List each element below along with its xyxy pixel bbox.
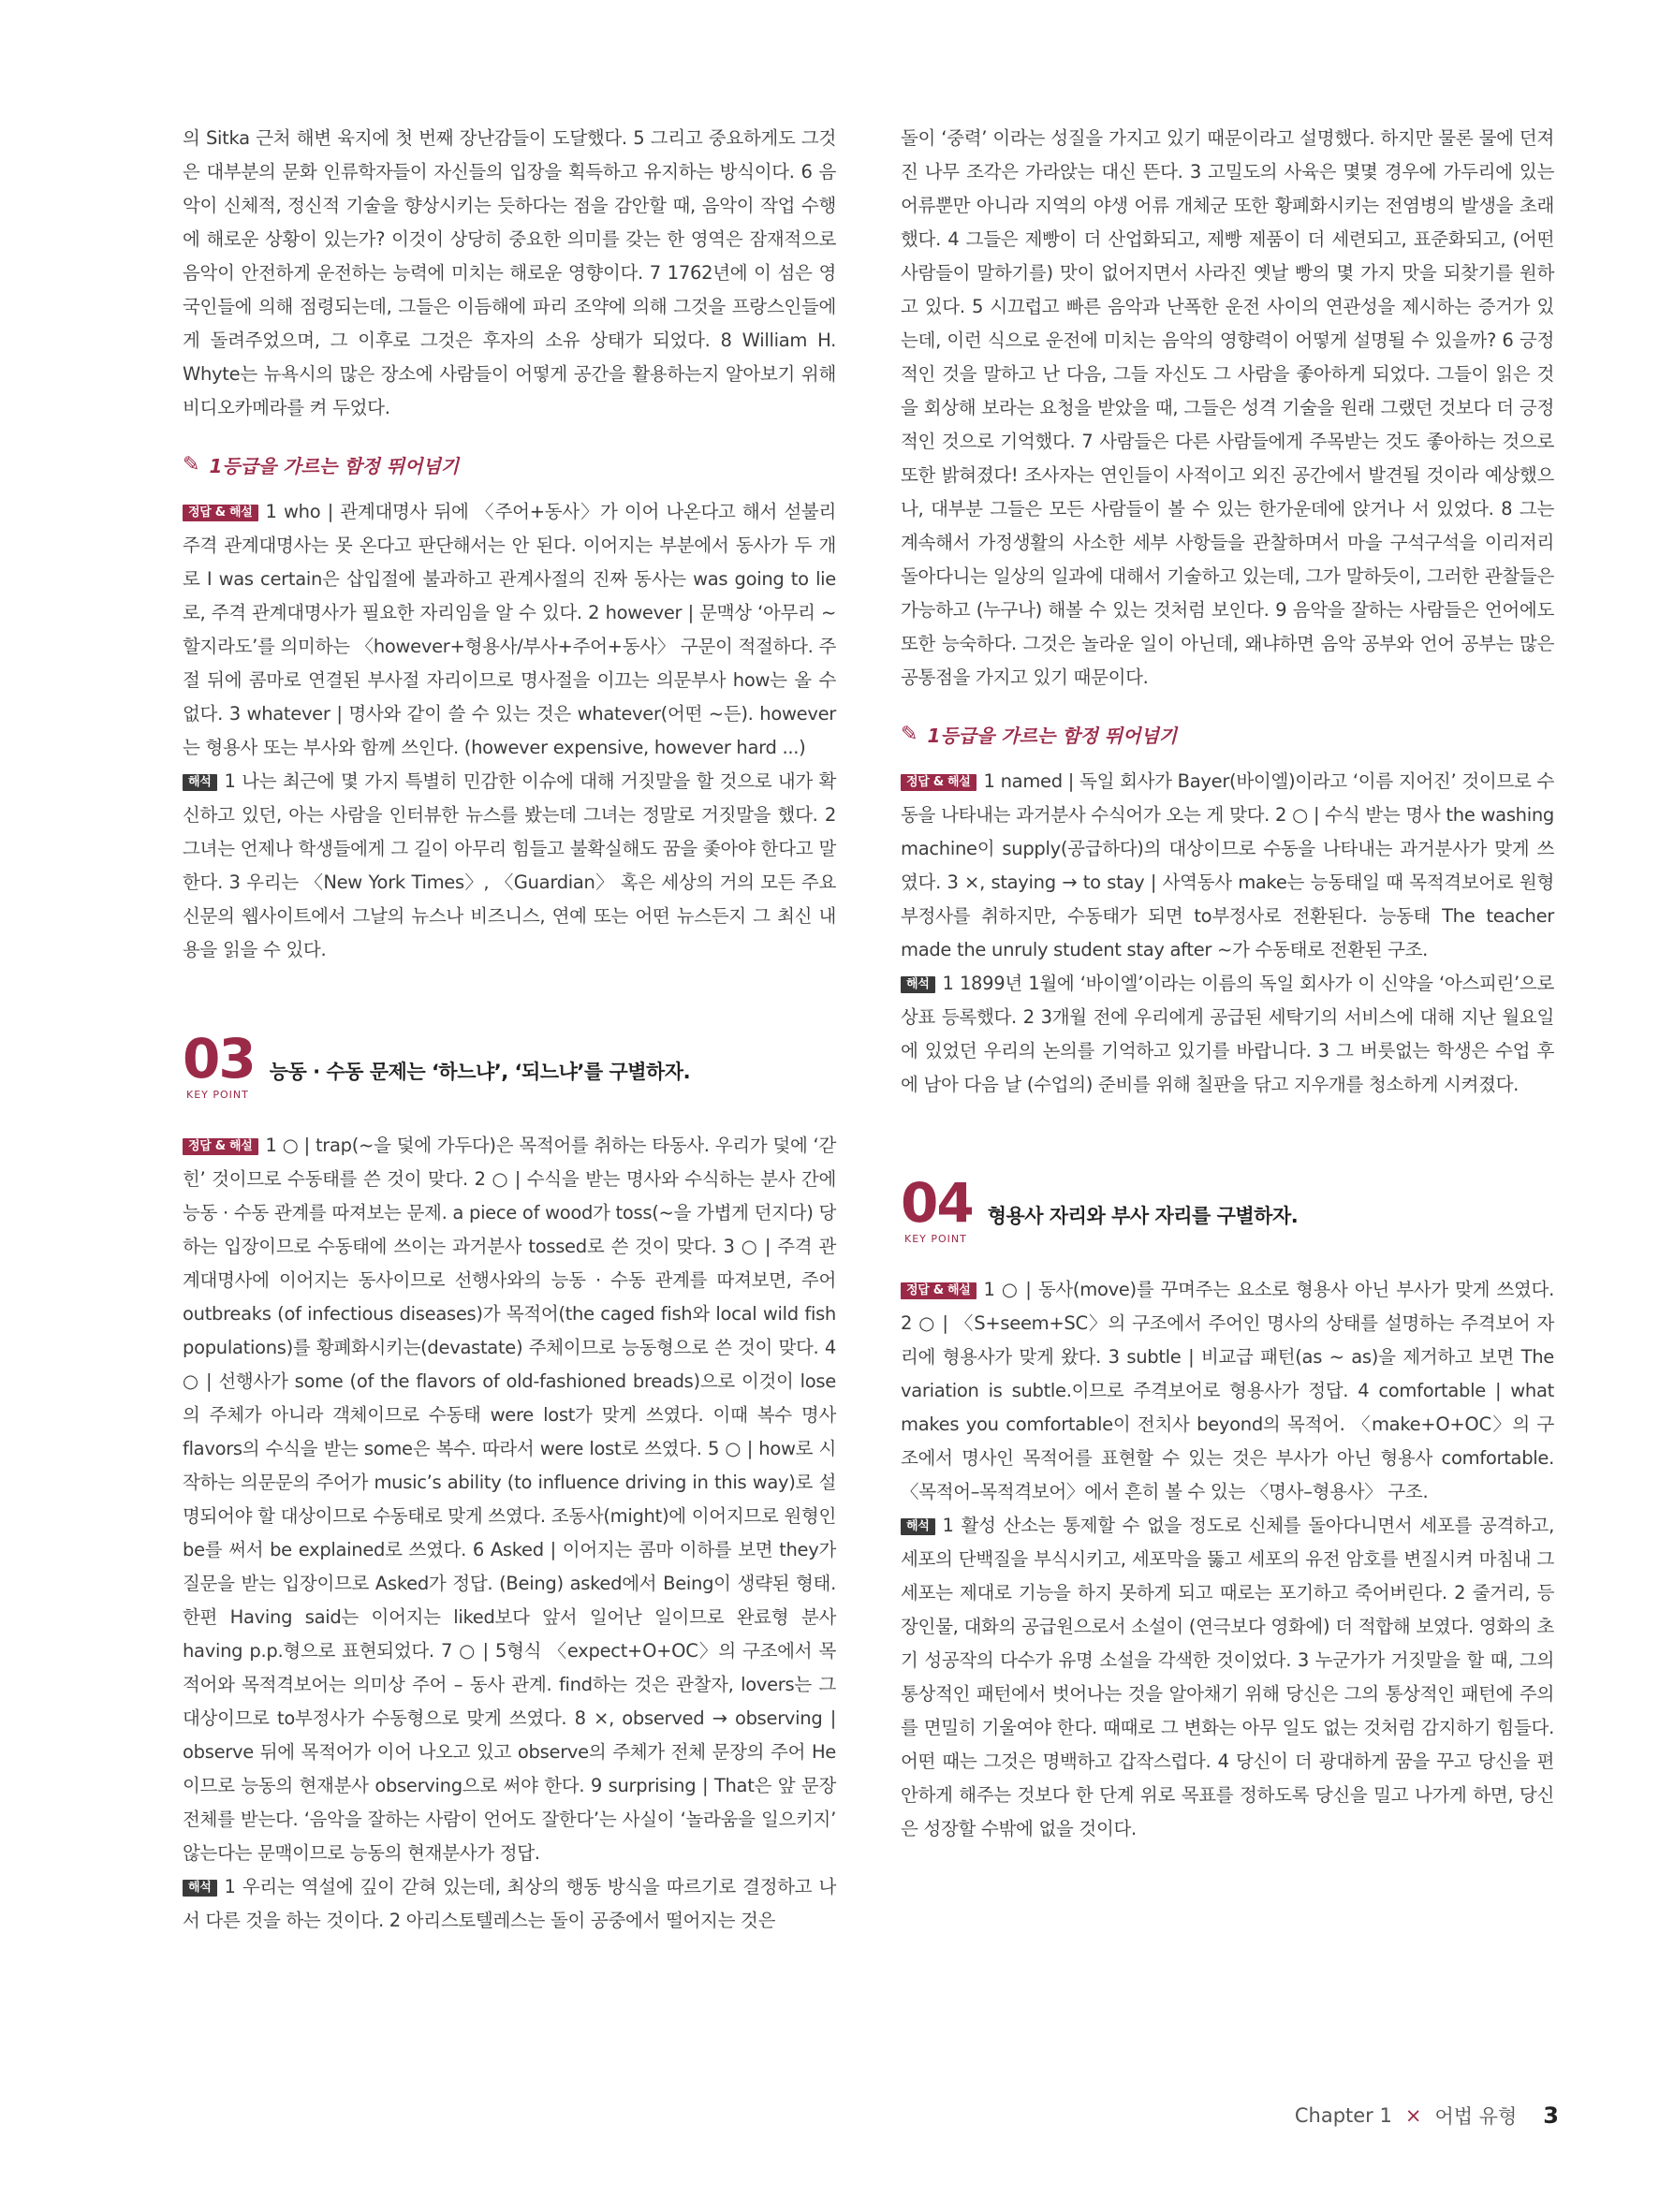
- key-point-label: KEY POINT: [186, 1089, 249, 1101]
- right-column: [901, 122, 1554, 1846]
- pencil-icon: ✎: [901, 723, 918, 746]
- answer-text: 1 ○ | trap(~을 덫에 가두다)은 목적어를 취하는 타동사. 우리가 덫에 ‘갇힌’ 것이므로 수동태를 쓴 것이 맞다. 2 ○ | 수식을 받는 명사와 수식하는 분사 간에 능동 · 수동 관계를 따져보는 문제. a piece of wood가 toss(~을 가볍게 던지다) 당하는 입장이므로 수동태에 쓰이는 과거분사 tossed로 쓴 것이 맞다. 3 ○ | 주격 관계대명사에 이어지는 동사이므로 선행사와의 능동 · 수동 관계를 따져보면, 주어 outbreaks (of infectious diseases)가 목적어(the caged fish와 local wild fish populations)를 황폐화시키는(devastate) 주체이므로 능동형으로 쓴 것이 맞다. 4 ○ | 선행사가 some (of the flavors of old-fashioned breads)으로 이것이 lose의 주체가 아니라 객체이므로 수동태 were lost가 맞게 쓰였다. 이때 복수 명사 flavors의 수식을 받는 some은 복수. 따라서 were lost로 쓰였다. 5 ○ | how로 시작하는 의문문의 주어가 music’s ability (to influence driving in this way)로 설명되어야 할 대상이므로 수동태로 맞게 쓰였다. 조동사(might)에 이어지므로 원형인 be를 써서 be explained로 쓰였다. 6 Asked | 이어지는 콤마 이하를 보면 they가 질문을 받는 입장이므로 Asked가 정답. (Being) asked에서 Being이 생략된 형태. 한편 Having said는 이어지는 liked보다 앞서 일어난 일이므로 완료형 분사 having p.p.형으로 표현되었다. 7 ○ | 5형식 〈expect+O+OC〉의 구조에서 목적어와 목적격보어는 의미상 주어 – 동사 관계. find하는 것은 관찰자, lovers는 그 대상이므로 to부정사가 수동형으로 맞게 쓰였다. 8 ×, observed → observing | observe 뒤에 목적어가 이어 나오고 있고 observe의 주체가 전체 문장의 주어 He이므로 능동의 현재분사 observing으로 써야 한다. 9 surprising | That은 앞 문장 전체를 받는다. ‘음악을 잘하는 사람이 언어도 잘한다’는 사실이 ‘놀라움을 일으키지’ 않는다는 문맥이므로 능동의 현재분사가 정답.: [183, 1135, 836, 1864]
- section-label: 어법 유형: [1434, 2105, 1518, 2128]
- key-point-title: 능동 · 수동 문제는 ‘하느냐’, ‘되느냐’를 구별하자.: [269, 1061, 691, 1083]
- left-translation-continued: 의 Sitka 근처 해변 육지에 첫 번째 장난감들이 도달했다. 5 그리고 중요하게도 그것은 대부분의 문화 인류학자들이 자신들의 입장을 획득하고 유지하는 방식이다. 6 음악이 신체적, 정신적 기술을 향상시키는 듯하다는 점을 감안할 때, 음악이 작업 수행에 해로운 상황이 있는가? 이것이 상당히 중요한 의미를 갖는 한 영역은 잠재적으로 음악이 안전하게 운전하는 능력에 미치는 해로운 영향이다. 7 1762년에 이 섬은 영국인들에 의해 점령되는데, 그들은 이듬해에 파리 조약에 의해 그것을 프랑스인들에게 돌려주었으며, 그 이후로 그것은 후자의 소유 상태가 되었다. 8 William H. Whyte는 뉴욕시의 많은 장소에 사람들이 어떻게 공간을 활용하는지 알아보기 위해 비디오카메라를 켜 두었다.: [183, 127, 836, 418]
- translation-block-right-2: [901, 1509, 1554, 1846]
- translation-block-left: [183, 765, 836, 967]
- answer-badge: 정답 & 해설: [901, 774, 976, 791]
- answer-badge: 정답 & 해설: [901, 1282, 976, 1299]
- right-translation-continued: 돌이 ‘중력’ 이라는 성질을 가지고 있기 때문이라고 설명했다. 하지만 물론 물에 던져진 나무 조각은 가라앉는 대신 뜬다. 3 고밀도의 사육은 몇몇 경우에 가두리에 있는 어류뿐만 아니라 지역의 야생 어류 개체군 또한 황폐화시키는 전염병의 발생을 초래했다. 4 그들은 제빵이 더 산업화되고, 제빵 제품이 더 세련되고, 표준화되고, (어떤 사람들이 말하기를) 맛이 없어지면서 사라진 옛날 빵의 몇 가지 맛을 되찾기를 원하고 있다. 5 시끄럽고 빠른 음악과 난폭한 운전 사이의 연관성을 제시하는 증거가 있는데, 이런 식으로 운전에 미치는 음악의 영향력이 어떻게 설명될 수 있을까? 6 긍정적인 것을 말하고 난 다음, 그들 자신도 그 사람을 좋아하게 되었다. 그들이 읽은 것을 회상해 보라는 요청을 받았을 때, 그들은 성격 기술을 원래 그랬던 것보다 더 긍정적인 것으로 기억했다. 7 사람들은 다른 사람들에게 주목받는 것도 좋아하는 것으로 또한 밝혀졌다! 조사자는 연인들이 사적이고 외진 공간에서 발견될 것이라 예상했으나, 대부분 그들은 모든 사람들이 볼 수 있는 한가운데에 앉거나 서 있었다. 8 그는 계속해서 가정생활의 사소한 세부 사항들을 관찰하며서 마을 구석구석을 이리저리 돌아다니는 일상의 일과에 대해서 기술하고 있는데, 그가 말하듯이, 그러한 관찰들은 가능하고 (누구나) 해볼 수 있는 것처럼 보인다. 9 음악을 잘하는 사람들은 언어에도 또한 능숙하다. 그것은 놀라운 일이 아닌데, 왜냐하면 음악 공부와 언어 공부는 많은 공통점을 가지고 있기 때문이다.: [901, 127, 1554, 688]
- tip-heading-left: [183, 451, 836, 478]
- tip-heading-text: 1등급을 가르는 함정 뛰어넘기: [927, 725, 1178, 747]
- answer-text: 1 named | 독일 회사가 Bayer(바이엘)이라고 ‘이름 지어진’ 것이므로 수동을 나타내는 과거분사 수식어가 오는 게 맞다. 2 ○ | 수식 받는 명사 the washing machine이 supply(공급하다)의 대상이므로 수동을 나타내는 과거분사가 맞게 쓰였다. 3 ×, staying → to stay | 사역동사 make는 능동태일 때 목적격보어로 원형부정사를 취하지만, 수동태가 되면 to부정사로 전환된다. 능동태 The teacher made the unruly student stay after ~가 수동태로 전환된 구조.: [901, 770, 1554, 960]
- translation-block-left-2: [183, 1870, 836, 1938]
- answer-block-left: [183, 495, 836, 765]
- key-point-number: 04: [901, 1171, 973, 1235]
- answer-block-right: [901, 765, 1554, 967]
- pencil-icon: ✎: [183, 453, 200, 476]
- key-point-04: [901, 1171, 1554, 1245]
- translation-badge: 해석: [183, 774, 217, 791]
- answer-block-right-2: [901, 1273, 1554, 1509]
- key-point-number: 03: [183, 1027, 255, 1091]
- page-number: 3: [1543, 2102, 1559, 2129]
- key-point-03: [183, 1027, 836, 1101]
- answer-text: 1 ○ | 동사(move)를 꾸며주는 요소로 형용사 아닌 부사가 맞게 쓰였다. 2 ○ | 〈S+seem+SC〉의 구조에서 주어인 명사의 상태를 설명하는 주격보어 자리에 형용사가 맞게 왔다. 3 subtle | 비교급 패턴(as ~ as)을 제거하고 보면 The variation is subtle.이므로 주격보어로 형용사가 정답. 4 comfortable | what makes you comfortable이 전치사 beyond의 목적어. 〈make+O+OC〉의 구조에서 명사인 목적어를 표현할 수 있는 것은 부사가 아닌 형용사 comfortable. 〈목적어–목적격보어〉에서 흔히 볼 수 있는 〈명사–형용사〉 구조.: [901, 1279, 1554, 1502]
- separator: ×: [1404, 2104, 1422, 2127]
- answer-badge: 정답 & 해설: [183, 1138, 258, 1155]
- translation-badge: 해석: [183, 1880, 217, 1897]
- page-footer: [1241, 2102, 1559, 2130]
- translation-text: 1 1899년 1월에 ‘바이엘’이라는 이름의 독일 회사가 이 신약을 ‘아스피린’으로 상표 등록했다. 2 3개월 전에 우리에게 공급된 세탁기의 서비스에 대해 지난 월요일에 있었던 우리의 논의를 기억하고 있기를 바랍니다. 3 그 버릇없는 학생은 수업 후에 남아 다음 날 (수업의) 준비를 위해 칠판을 닦고 지우개를 청소하게 시켜졌다.: [901, 973, 1554, 1095]
- translation-block-right: [901, 967, 1554, 1102]
- translation-badge: 해석: [901, 1518, 935, 1535]
- left-column: [183, 122, 836, 1938]
- translation-text: 1 우리는 역설에 깊이 갇혀 있는데, 최상의 행동 방식을 따르기로 결정하고 나서 다른 것을 하는 것이다. 2 아리스토텔레스는 돌이 공중에서 떨어지는 것은: [183, 1876, 836, 1931]
- answer-text: 1 who | 관계대명사 뒤에 〈주어+동사〉가 이어 나온다고 해서 섣불리 주격 관계대명사는 못 온다고 판단해서는 안 된다. 이어지는 부분에서 동사가 두 개로 I was certain은 삽입절에 불과하고 관계사절의 진짜 동사는 was going to lie로, 주격 관계대명사가 필요한 자리임을 알 수 있다. 2 however | 문맥상 ‘아무리 ~할지라도’를 의미하는 〈however+형용사/부사+주어+동사〉 구문이 적절하다. 주절 뒤에 콤마로 연결된 부사절 자리이므로 명사절을 이끄는 의문부사 how는 올 수 없다. 3 whatever | 명사와 같이 쓸 수 있는 것은 whatever(어떤 ~든). however는 형용사 또는 부사와 함께 쓰인다. (however expensive, however hard ...): [183, 501, 836, 758]
- answer-block-left-2: [183, 1129, 836, 1870]
- key-point-label: KEY POINT: [904, 1233, 967, 1245]
- chapter-label: Chapter 1: [1294, 2104, 1392, 2127]
- answer-badge: 정답 & 해설: [183, 505, 258, 521]
- translation-text: 1 활성 산소는 통제할 수 없을 정도로 신체를 돌아다니면서 세포를 공격하고, 세포의 단백질을 부식시키고, 세포막을 뚫고 세포의 유전 암호를 변질시켜 마침내 그 세포는 제대로 기능을 하지 못하게 되고 때로는 포기하고 죽어버린다. 2 줄거리, 등장인물, 대화의 공급원으로서 소설이 (연극보다 영화에) 더 적합해 보였다. 영화의 초기 성공작의 다수가 유명 소설을 각색한 것이었다. 3 누군가가 거짓말을 할 때, 그의 통상적인 패턴에서 벗어나는 것을 알아채기 위해 당신은 그의 통상적인 패턴에 주의를 면밀히 기울여야 한다. 때때로 그 변화는 아무 일도 없는 것처럼 감지하기 힘들다. 어떤 때는 그것은 명백하고 갑작스럽다. 4 당신이 더 광대하게 꿈을 꾸고 당신을 편안하게 해주는 것보다 한 단계 위로 목표를 정하도록 당신을 밀고 나가게 하면, 당신은 성장할 수밖에 없을 것이다.: [901, 1515, 1554, 1839]
- tip-heading-right: [901, 721, 1554, 748]
- tip-heading-text: 1등급을 가르는 함정 뛰어넘기: [209, 455, 460, 477]
- translation-text: 1 나는 최근에 몇 가지 특별히 민감한 이슈에 대해 거짓말을 할 것으로 내가 확신하고 있던, 아는 사람을 인터뷰한 뉴스를 봤는데 그녀는 정말로 거짓말을 했다. 2 그녀는 언제나 학생들에게 그 길이 아무리 힘들고 불확실해도 꿈을 좇아야 한다고 말한다. 3 우리는 〈New York Times〉, 〈Guardian〉 혹은 세상의 거의 모든 주요 신문의 웹사이트에서 그날의 뉴스나 비즈니스, 연예 또는 어떤 뉴스든지 그 최신 내용을 읽을 수 있다.: [183, 770, 836, 960]
- translation-badge: 해석: [901, 976, 935, 993]
- key-point-title: 형용사 자리와 부사 자리를 구별하자.: [987, 1205, 1299, 1227]
